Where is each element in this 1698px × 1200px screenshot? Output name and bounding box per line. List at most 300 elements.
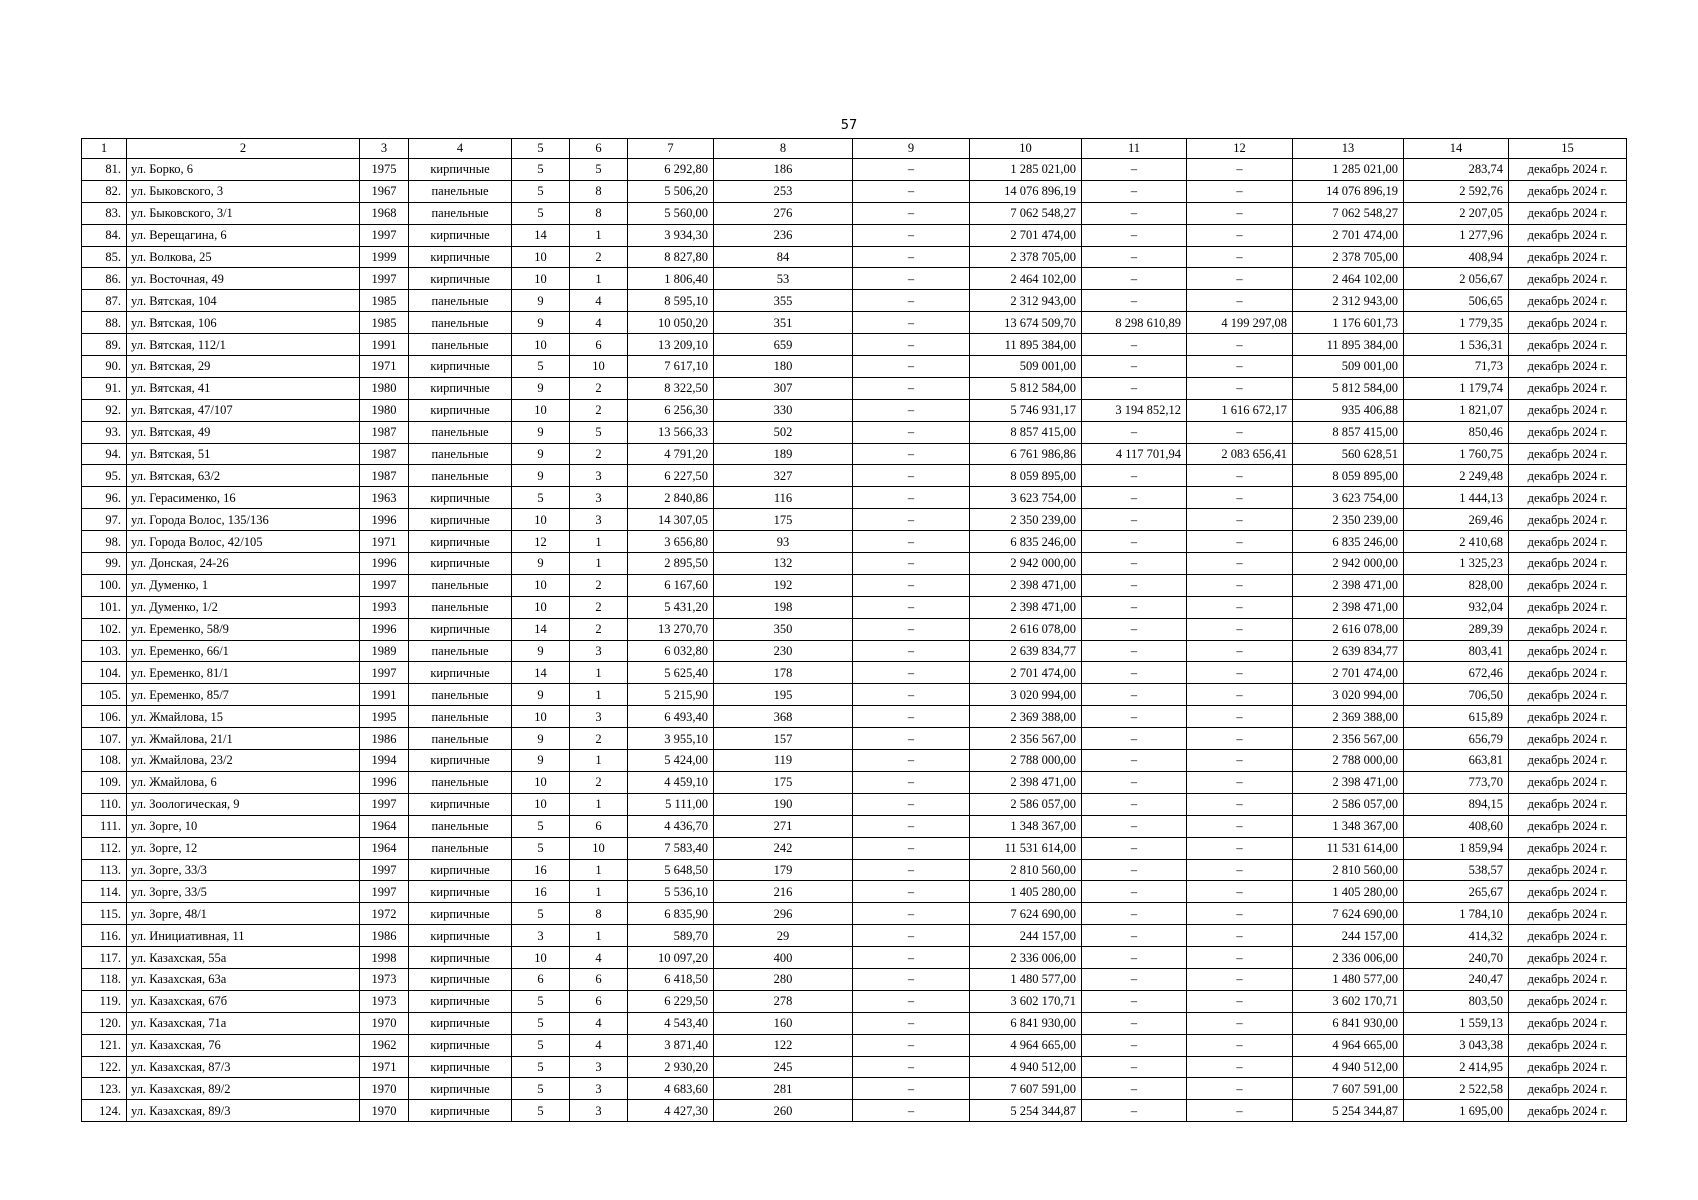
table-cell-col-2: ул. Зорге, 33/5: [127, 881, 360, 903]
table-row: [82, 1078, 1627, 1100]
table-cell-col-9: –: [853, 881, 970, 903]
table-row: [82, 443, 1627, 465]
table-cell-col-1: 91.: [82, 377, 127, 399]
table-cell-col-13: 2 312 943,00: [1293, 290, 1404, 312]
table-cell-col-12: –: [1187, 202, 1293, 224]
table-cell-col-10: 2 701 474,00: [970, 224, 1082, 246]
table-cell-col-7: 5 111,00: [628, 793, 714, 815]
table-cell-col-8: 280: [714, 968, 853, 990]
table-cell-col-14: 414,32: [1404, 925, 1509, 947]
table-cell-col-4: кирпичные: [409, 990, 512, 1012]
table-cell-col-10: 2 378 705,00: [970, 246, 1082, 268]
table-cell-col-2: ул. Думенко, 1/2: [127, 596, 360, 618]
table-cell-col-5: 5: [512, 1034, 570, 1056]
table-cell-col-13: 2 350 239,00: [1293, 509, 1404, 531]
table-cell-col-11: –: [1082, 574, 1187, 596]
table-cell-col-6: 3: [570, 465, 628, 487]
table-cell-col-14: 672,46: [1404, 662, 1509, 684]
table-cell-col-9: –: [853, 290, 970, 312]
table-cell-col-5: 5: [512, 903, 570, 925]
table-row: [82, 312, 1627, 334]
table-cell-col-12: –: [1187, 925, 1293, 947]
table-cell-col-15: декабрь 2024 г.: [1509, 1012, 1627, 1034]
table-cell-col-5: 5: [512, 1056, 570, 1078]
table-cell-col-15: декабрь 2024 г.: [1509, 684, 1627, 706]
column-header-15: 15: [1509, 139, 1627, 159]
table-cell-col-15: декабрь 2024 г.: [1509, 224, 1627, 246]
table-cell-col-15: декабрь 2024 г.: [1509, 968, 1627, 990]
table-row: [82, 159, 1627, 181]
table-cell-col-12: –: [1187, 815, 1293, 837]
table-cell-col-12: –: [1187, 837, 1293, 859]
table-cell-col-8: 276: [714, 202, 853, 224]
table-cell-col-9: –: [853, 990, 970, 1012]
table-cell-col-8: 245: [714, 1056, 853, 1078]
table-cell-col-14: 2 056,67: [1404, 268, 1509, 290]
table-cell-col-11: 8 298 610,89: [1082, 312, 1187, 334]
table-cell-col-3: 1995: [360, 706, 409, 728]
table-cell-col-5: 14: [512, 618, 570, 640]
table-cell-col-13: 2 464 102,00: [1293, 268, 1404, 290]
table-cell-col-5: 9: [512, 312, 570, 334]
table-cell-col-1: 95.: [82, 465, 127, 487]
table-cell-col-7: 10 050,20: [628, 312, 714, 334]
table-cell-col-8: 278: [714, 990, 853, 1012]
table-cell-col-4: панельные: [409, 443, 512, 465]
table-cell-col-10: 1 480 577,00: [970, 968, 1082, 990]
table-cell-col-5: 5: [512, 1100, 570, 1122]
table-cell-col-1: 81.: [82, 159, 127, 181]
table-cell-col-13: 11 531 614,00: [1293, 837, 1404, 859]
table-cell-col-9: –: [853, 684, 970, 706]
table-cell-col-3: 1980: [360, 377, 409, 399]
table-cell-col-5: 9: [512, 377, 570, 399]
table-cell-col-13: 7 624 690,00: [1293, 903, 1404, 925]
table-cell-col-7: 8 595,10: [628, 290, 714, 312]
table-cell-col-10: 2 356 567,00: [970, 728, 1082, 750]
table-cell-col-8: 175: [714, 771, 853, 793]
table-cell-col-9: –: [853, 312, 970, 334]
table-cell-col-3: 1970: [360, 1012, 409, 1034]
column-header-6: 6: [570, 139, 628, 159]
table-cell-col-10: 11 895 384,00: [970, 334, 1082, 356]
table-cell-col-10: 2 312 943,00: [970, 290, 1082, 312]
table-cell-col-7: 4 427,30: [628, 1100, 714, 1122]
table-cell-col-12: –: [1187, 1012, 1293, 1034]
table-cell-col-3: 1998: [360, 947, 409, 969]
table-cell-col-13: 5 812 584,00: [1293, 377, 1404, 399]
table-cell-col-4: кирпичные: [409, 531, 512, 553]
table-cell-col-2: ул. Казахская, 63а: [127, 968, 360, 990]
table-cell-col-6: 4: [570, 290, 628, 312]
table-cell-col-6: 1: [570, 859, 628, 881]
table-cell-col-14: 2 207,05: [1404, 202, 1509, 224]
table-cell-col-6: 6: [570, 990, 628, 1012]
table-cell-col-4: кирпичные: [409, 1034, 512, 1056]
table-cell-col-12: –: [1187, 465, 1293, 487]
table-cell-col-15: декабрь 2024 г.: [1509, 947, 1627, 969]
table-cell-col-15: декабрь 2024 г.: [1509, 159, 1627, 181]
table-cell-col-9: –: [853, 159, 970, 181]
table-cell-col-10: 7 624 690,00: [970, 903, 1082, 925]
table-cell-col-7: 5 560,00: [628, 202, 714, 224]
column-header-11: 11: [1082, 139, 1187, 159]
table-cell-col-15: декабрь 2024 г.: [1509, 662, 1627, 684]
table-cell-col-12: –: [1187, 290, 1293, 312]
table-cell-col-1: 87.: [82, 290, 127, 312]
table-cell-col-2: ул. Казахская, 67б: [127, 990, 360, 1012]
table-cell-col-5: 14: [512, 662, 570, 684]
table-cell-col-1: 121.: [82, 1034, 127, 1056]
table-cell-col-1: 116.: [82, 925, 127, 947]
table-cell-col-15: декабрь 2024 г.: [1509, 640, 1627, 662]
table-cell-col-14: 269,46: [1404, 509, 1509, 531]
table-cell-col-10: 2 616 078,00: [970, 618, 1082, 640]
table-cell-col-10: 2 639 834,77: [970, 640, 1082, 662]
table-cell-col-4: кирпичные: [409, 224, 512, 246]
table-cell-col-6: 3: [570, 509, 628, 531]
table-cell-col-1: 111.: [82, 815, 127, 837]
table-cell-col-13: 2 701 474,00: [1293, 224, 1404, 246]
table-cell-col-1: 83.: [82, 202, 127, 224]
table-cell-col-9: –: [853, 596, 970, 618]
table-cell-col-10: 2 586 057,00: [970, 793, 1082, 815]
table-row: [82, 246, 1627, 268]
table-cell-col-1: 96.: [82, 487, 127, 509]
table-cell-col-9: –: [853, 903, 970, 925]
table-cell-col-1: 124.: [82, 1100, 127, 1122]
table-cell-col-10: 8 857 415,00: [970, 421, 1082, 443]
table-cell-col-14: 1 325,23: [1404, 553, 1509, 575]
table-cell-col-5: 5: [512, 487, 570, 509]
table-cell-col-8: 296: [714, 903, 853, 925]
table-cell-col-2: ул. Верещагина, 6: [127, 224, 360, 246]
table-cell-col-8: 659: [714, 334, 853, 356]
table-cell-col-7: 6 229,50: [628, 990, 714, 1012]
table-cell-col-2: ул. Города Волос, 42/105: [127, 531, 360, 553]
table-row: [82, 618, 1627, 640]
table-cell-col-7: 6 835,90: [628, 903, 714, 925]
table-cell-col-11: –: [1082, 793, 1187, 815]
table-cell-col-8: 330: [714, 399, 853, 421]
table-cell-col-11: 4 117 701,94: [1082, 443, 1187, 465]
table-cell-col-4: панельные: [409, 334, 512, 356]
table-cell-col-15: декабрь 2024 г.: [1509, 487, 1627, 509]
table-cell-col-8: 119: [714, 750, 853, 772]
table-cell-col-5: 10: [512, 509, 570, 531]
table-cell-col-1: 117.: [82, 947, 127, 969]
table-cell-col-6: 3: [570, 640, 628, 662]
table-cell-col-8: 307: [714, 377, 853, 399]
table-cell-col-10: 7 607 591,00: [970, 1078, 1082, 1100]
table-cell-col-7: 6 167,60: [628, 574, 714, 596]
table-cell-col-11: –: [1082, 290, 1187, 312]
table-cell-col-9: –: [853, 728, 970, 750]
table-row: [82, 377, 1627, 399]
table-cell-col-12: –: [1187, 1078, 1293, 1100]
table-cell-col-8: 355: [714, 290, 853, 312]
table-cell-col-10: 14 076 896,19: [970, 180, 1082, 202]
table-cell-col-12: –: [1187, 728, 1293, 750]
table-cell-col-6: 8: [570, 903, 628, 925]
table-cell-col-1: 99.: [82, 553, 127, 575]
table-cell-col-4: панельные: [409, 290, 512, 312]
table-cell-col-7: 5 431,20: [628, 596, 714, 618]
table-cell-col-6: 2: [570, 771, 628, 793]
table-cell-col-11: –: [1082, 553, 1187, 575]
table-cell-col-11: –: [1082, 377, 1187, 399]
table-cell-col-8: 29: [714, 925, 853, 947]
table-cell-col-11: –: [1082, 881, 1187, 903]
table-cell-col-12: –: [1187, 356, 1293, 378]
table-body: [82, 159, 1627, 1122]
table-cell-col-5: 9: [512, 290, 570, 312]
table-cell-col-12: 4 199 297,08: [1187, 312, 1293, 334]
table-cell-col-14: 1 784,10: [1404, 903, 1509, 925]
table-cell-col-4: панельные: [409, 837, 512, 859]
table-cell-col-1: 118.: [82, 968, 127, 990]
table-cell-col-6: 5: [570, 421, 628, 443]
table-cell-col-12: –: [1187, 1100, 1293, 1122]
table-cell-col-3: 1980: [360, 399, 409, 421]
table-cell-col-5: 12: [512, 531, 570, 553]
table-row: [82, 290, 1627, 312]
table-cell-col-9: –: [853, 553, 970, 575]
table-cell-col-1: 106.: [82, 706, 127, 728]
table-cell-col-2: ул. Еременко, 81/1: [127, 662, 360, 684]
table-cell-col-12: –: [1187, 421, 1293, 443]
table-row: [82, 706, 1627, 728]
table-row: [82, 202, 1627, 224]
table-cell-col-7: 13 270,70: [628, 618, 714, 640]
table-cell-col-2: ул. Вятская, 51: [127, 443, 360, 465]
table-row: [82, 793, 1627, 815]
table-cell-col-1: 93.: [82, 421, 127, 443]
table-cell-col-8: 132: [714, 553, 853, 575]
table-cell-col-3: 1991: [360, 684, 409, 706]
table-cell-col-11: –: [1082, 334, 1187, 356]
table-cell-col-10: 11 531 614,00: [970, 837, 1082, 859]
table-cell-col-3: 1987: [360, 465, 409, 487]
table-cell-col-6: 1: [570, 662, 628, 684]
table-cell-col-8: 189: [714, 443, 853, 465]
table-cell-col-14: 1 179,74: [1404, 377, 1509, 399]
table-cell-col-1: 104.: [82, 662, 127, 684]
header-row: [82, 139, 1627, 159]
table-cell-col-7: 5 536,10: [628, 881, 714, 903]
table-cell-col-15: декабрь 2024 г.: [1509, 553, 1627, 575]
table-cell-col-5: 5: [512, 990, 570, 1012]
table-cell-col-6: 2: [570, 246, 628, 268]
table-cell-col-14: 240,70: [1404, 947, 1509, 969]
table-cell-col-11: 3 194 852,12: [1082, 399, 1187, 421]
table-cell-col-4: кирпичные: [409, 903, 512, 925]
table-cell-col-7: 5 215,90: [628, 684, 714, 706]
table-cell-col-15: декабрь 2024 г.: [1509, 771, 1627, 793]
table-cell-col-10: 2 350 239,00: [970, 509, 1082, 531]
table-cell-col-14: 2 522,58: [1404, 1078, 1509, 1100]
table-cell-col-9: –: [853, 771, 970, 793]
table-cell-col-7: 8 827,80: [628, 246, 714, 268]
table-cell-col-2: ул. Жмайлова, 23/2: [127, 750, 360, 772]
table-cell-col-5: 5: [512, 180, 570, 202]
table-cell-col-12: –: [1187, 1034, 1293, 1056]
table-cell-col-8: 236: [714, 224, 853, 246]
table-cell-col-8: 327: [714, 465, 853, 487]
column-header-14: 14: [1404, 139, 1509, 159]
table-cell-col-3: 1997: [360, 268, 409, 290]
table-cell-col-2: ул. Быковского, 3: [127, 180, 360, 202]
table-cell-col-6: 3: [570, 1100, 628, 1122]
table-cell-col-5: 10: [512, 399, 570, 421]
table-cell-col-1: 98.: [82, 531, 127, 553]
table-cell-col-14: 803,50: [1404, 990, 1509, 1012]
table-cell-col-1: 110.: [82, 793, 127, 815]
table-cell-col-10: 2 942 000,00: [970, 553, 1082, 575]
table-cell-col-9: –: [853, 618, 970, 640]
table-cell-col-7: 5 648,50: [628, 859, 714, 881]
table-cell-col-5: 10: [512, 706, 570, 728]
table-row: [82, 881, 1627, 903]
table-cell-col-3: 1997: [360, 574, 409, 596]
table-header: [82, 139, 1627, 159]
table-cell-col-9: –: [853, 1034, 970, 1056]
table-cell-col-11: –: [1082, 859, 1187, 881]
table-cell-col-7: 6 292,80: [628, 159, 714, 181]
table-cell-col-11: –: [1082, 268, 1187, 290]
table-cell-col-15: декабрь 2024 г.: [1509, 750, 1627, 772]
column-header-7: 7: [628, 139, 714, 159]
table-cell-col-15: декабрь 2024 г.: [1509, 246, 1627, 268]
table-cell-col-1: 100.: [82, 574, 127, 596]
table-cell-col-11: –: [1082, 903, 1187, 925]
table-cell-col-6: 2: [570, 728, 628, 750]
table-cell-col-12: –: [1187, 640, 1293, 662]
table-cell-col-2: ул. Вятская, 41: [127, 377, 360, 399]
table-cell-col-1: 82.: [82, 180, 127, 202]
table-cell-col-14: 71,73: [1404, 356, 1509, 378]
table-cell-col-5: 9: [512, 684, 570, 706]
table-cell-col-4: панельные: [409, 815, 512, 837]
table-cell-col-13: 2 639 834,77: [1293, 640, 1404, 662]
table-cell-col-13: 7 062 548,27: [1293, 202, 1404, 224]
table-cell-col-14: 408,60: [1404, 815, 1509, 837]
table-cell-col-7: 4 436,70: [628, 815, 714, 837]
table-cell-col-7: 2 930,20: [628, 1056, 714, 1078]
table-cell-col-2: ул. Вятская, 63/2: [127, 465, 360, 487]
table-cell-col-9: –: [853, 377, 970, 399]
table-cell-col-6: 3: [570, 1078, 628, 1100]
table-row: [82, 268, 1627, 290]
table-cell-col-11: –: [1082, 684, 1187, 706]
table-cell-col-5: 10: [512, 246, 570, 268]
table-cell-col-15: декабрь 2024 г.: [1509, 1078, 1627, 1100]
table-cell-col-3: 1970: [360, 1100, 409, 1122]
table-row: [82, 925, 1627, 947]
table-cell-col-15: декабрь 2024 г.: [1509, 618, 1627, 640]
table-cell-col-11: –: [1082, 990, 1187, 1012]
table-cell-col-4: кирпичные: [409, 662, 512, 684]
table-row: [82, 859, 1627, 881]
table-cell-col-8: 160: [714, 1012, 853, 1034]
table-cell-col-14: 706,50: [1404, 684, 1509, 706]
table-row: [82, 421, 1627, 443]
table-cell-col-2: ул. Жмайлова, 15: [127, 706, 360, 728]
table-cell-col-11: –: [1082, 815, 1187, 837]
table-cell-col-14: 828,00: [1404, 574, 1509, 596]
table-cell-col-2: ул. Еременко, 66/1: [127, 640, 360, 662]
table-cell-col-15: декабрь 2024 г.: [1509, 509, 1627, 531]
table-cell-col-15: декабрь 2024 г.: [1509, 421, 1627, 443]
table-cell-col-13: 3 623 754,00: [1293, 487, 1404, 509]
table-cell-col-9: –: [853, 859, 970, 881]
table-cell-col-13: 1 176 601,73: [1293, 312, 1404, 334]
table-cell-col-6: 1: [570, 793, 628, 815]
table-cell-col-3: 1989: [360, 640, 409, 662]
table-cell-col-15: декабрь 2024 г.: [1509, 859, 1627, 881]
table-cell-col-12: –: [1187, 574, 1293, 596]
table-cell-col-9: –: [853, 837, 970, 859]
table-cell-col-8: 178: [714, 662, 853, 684]
table-cell-col-3: 1973: [360, 990, 409, 1012]
table-cell-col-2: ул. Еременко, 85/7: [127, 684, 360, 706]
table-cell-col-2: ул. Думенко, 1: [127, 574, 360, 596]
table-cell-col-4: кирпичные: [409, 925, 512, 947]
table-cell-col-9: –: [853, 706, 970, 728]
table-cell-col-1: 94.: [82, 443, 127, 465]
table-cell-col-9: –: [853, 180, 970, 202]
table-cell-col-3: 1996: [360, 553, 409, 575]
table-cell-col-12: –: [1187, 487, 1293, 509]
table-cell-col-15: декабрь 2024 г.: [1509, 925, 1627, 947]
table-cell-col-6: 8: [570, 180, 628, 202]
table-cell-col-11: –: [1082, 1034, 1187, 1056]
table-cell-col-4: панельные: [409, 421, 512, 443]
table-cell-col-9: –: [853, 925, 970, 947]
table-cell-col-4: панельные: [409, 180, 512, 202]
table-cell-col-4: кирпичные: [409, 881, 512, 903]
table-cell-col-10: 5 746 931,17: [970, 399, 1082, 421]
table-cell-col-12: –: [1187, 180, 1293, 202]
table-cell-col-6: 3: [570, 706, 628, 728]
table-cell-col-10: 3 020 994,00: [970, 684, 1082, 706]
table-cell-col-13: 2 586 057,00: [1293, 793, 1404, 815]
table-cell-col-8: 192: [714, 574, 853, 596]
table-cell-col-14: 506,65: [1404, 290, 1509, 312]
table-row: [82, 509, 1627, 531]
table-cell-col-3: 1996: [360, 771, 409, 793]
table-cell-col-11: –: [1082, 202, 1187, 224]
table-cell-col-15: декабрь 2024 г.: [1509, 706, 1627, 728]
table-cell-col-3: 1985: [360, 290, 409, 312]
table-cell-col-4: панельные: [409, 596, 512, 618]
table-cell-col-11: –: [1082, 706, 1187, 728]
table-cell-col-6: 2: [570, 377, 628, 399]
table-cell-col-6: 2: [570, 574, 628, 596]
table-cell-col-8: 281: [714, 1078, 853, 1100]
table-cell-col-3: 1962: [360, 1034, 409, 1056]
table-cell-col-13: 509 001,00: [1293, 356, 1404, 378]
table-row: [82, 662, 1627, 684]
table-cell-col-6: 2: [570, 443, 628, 465]
column-header-4: 4: [409, 139, 512, 159]
table-cell-col-11: –: [1082, 771, 1187, 793]
table-cell-col-13: 5 254 344,87: [1293, 1100, 1404, 1122]
table-cell-col-6: 2: [570, 618, 628, 640]
table-cell-col-5: 9: [512, 421, 570, 443]
table-cell-col-4: панельные: [409, 771, 512, 793]
table-cell-col-12: –: [1187, 509, 1293, 531]
